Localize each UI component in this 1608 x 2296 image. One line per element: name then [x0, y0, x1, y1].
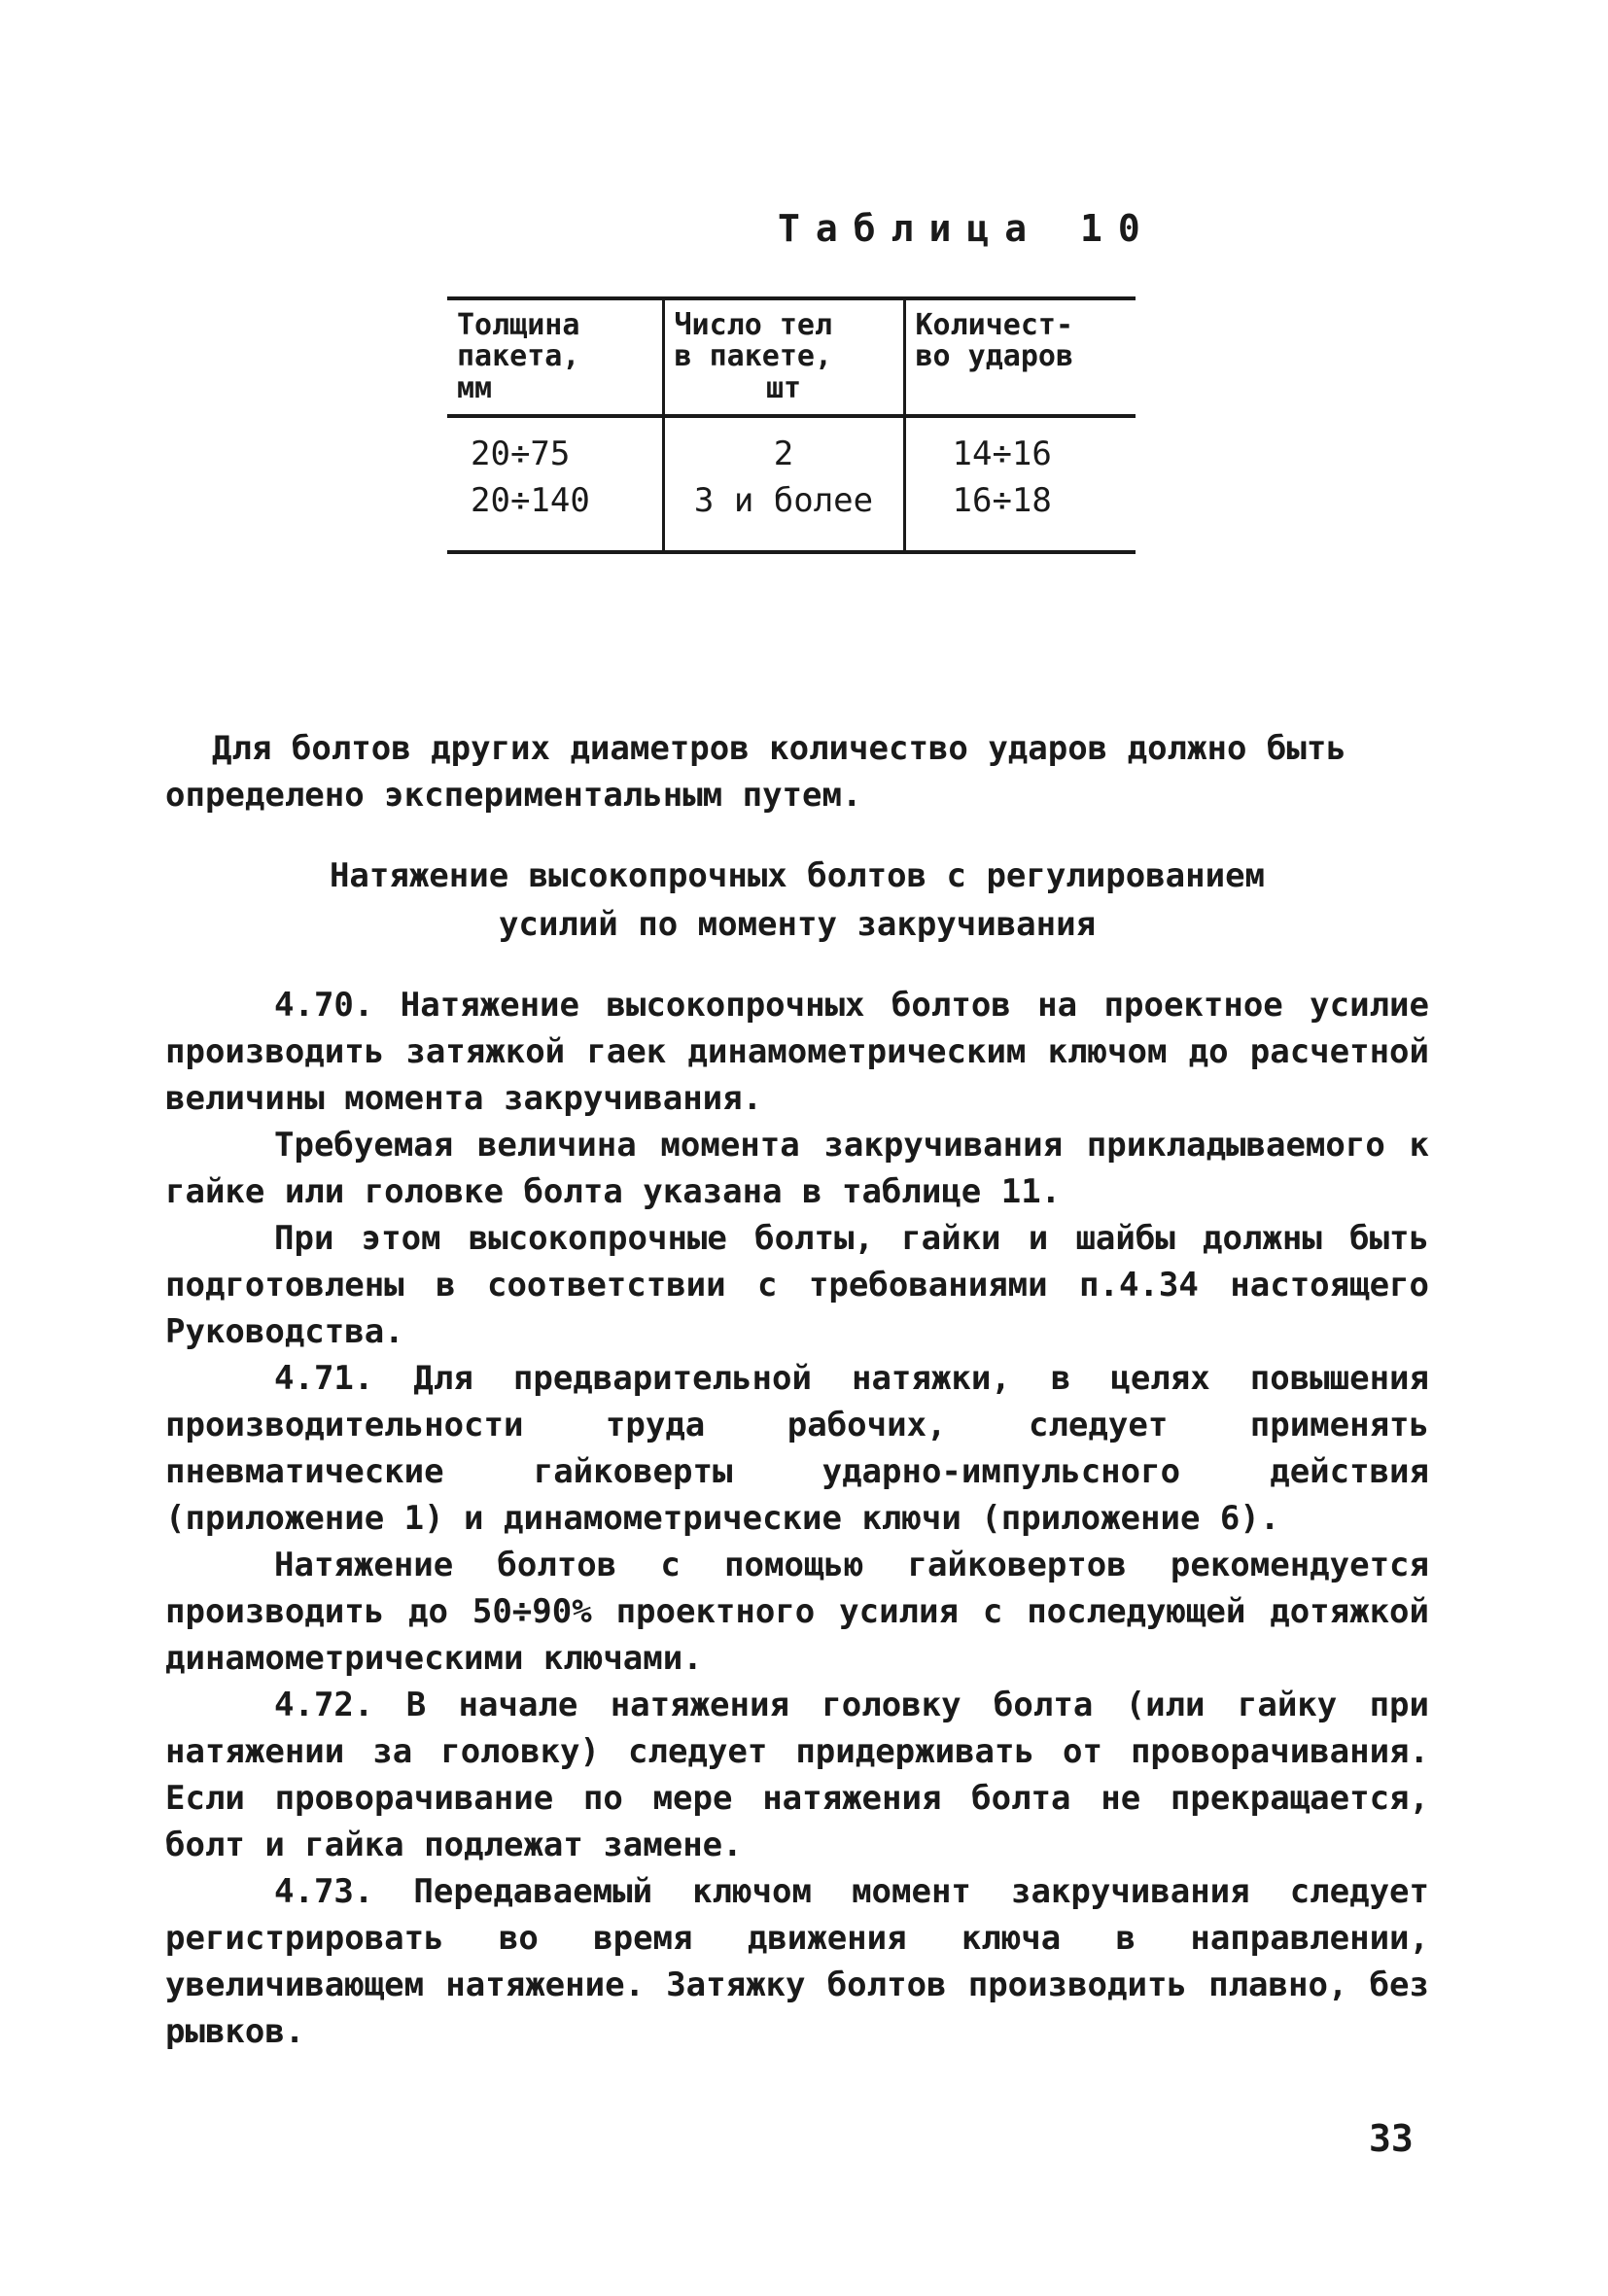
table-row — [447, 416, 1136, 552]
page-number: 33 — [1369, 2117, 1414, 2160]
section-heading — [165, 852, 1429, 949]
paragraph: Требуемая величина момента закручивания прикладываемого к гайке или головке болта указана в таблице 11. — [165, 1126, 1429, 1211]
paragraph: 4.72. В начале натяжения головку болта (или гайку при натяжении за головку) следует придерживать от проворачивания. Если проворачивание по мере натяжения болта не прекращается, болт и гайка подлежат замене. — [165, 1686, 1429, 1864]
table-note: Для болтов других диаметров количество ударов должно быть определено экспериментальным путем. — [165, 729, 1346, 815]
table-cell-impacts: 14÷16 16÷18 — [952, 435, 1052, 520]
table-cell-count: 2 3 и более — [663, 416, 904, 552]
body-text — [165, 982, 1429, 2055]
section-heading-line1: Натяжение высокопрочных болтов с регулированием — [329, 856, 1266, 895]
bolt-impact-table — [447, 296, 1136, 554]
section-heading-line2: усилий по моменту закручивания — [498, 905, 1097, 944]
paragraph: 4.70. Натяжение высокопрочных болтов на проектное усилие производить затяжкой гаек динамометрическим ключом до расчетной величины момента закручивания. — [165, 986, 1429, 1118]
paragraph: 4.71. Для предварительной натяжки, в целях повышения производительности труда рабочих, следует применять пневматические гайковерты ударно-импульсного действия (приложение 1) и динамометрические ключи (приложение 6). — [165, 1359, 1429, 1538]
header-cell-count: Число тел в пакете, шт — [663, 298, 904, 416]
paragraph: Натяжение болтов с помощью гайковертов рекомендуется производить до 50÷90% проектного усилия с последующей дотяжкой динамометрическими ключами. — [165, 1546, 1429, 1678]
header-cell-impacts: Количест- во ударов — [915, 308, 1074, 374]
table-cell-thickness: 20÷75 20÷140 — [471, 435, 590, 520]
header-cell-thickness: Толщина пакета, мм — [457, 308, 580, 405]
paragraph: 4.73. Передаваемый ключом момент закручивания следует регистрировать во время движения ключа в направлении, увеличивающем натяжение. Затяжку болтов производить плавно, без рывков. — [165, 1872, 1429, 2051]
paragraph: При этом высокопрочные болты, гайки и шайбы должны быть подготовлены в соответствии с требованиями п.4.34 настоящего Руководства. — [165, 1219, 1429, 1351]
table-header-row — [447, 298, 1136, 416]
table-caption: Таблица 10 — [778, 207, 1156, 250]
